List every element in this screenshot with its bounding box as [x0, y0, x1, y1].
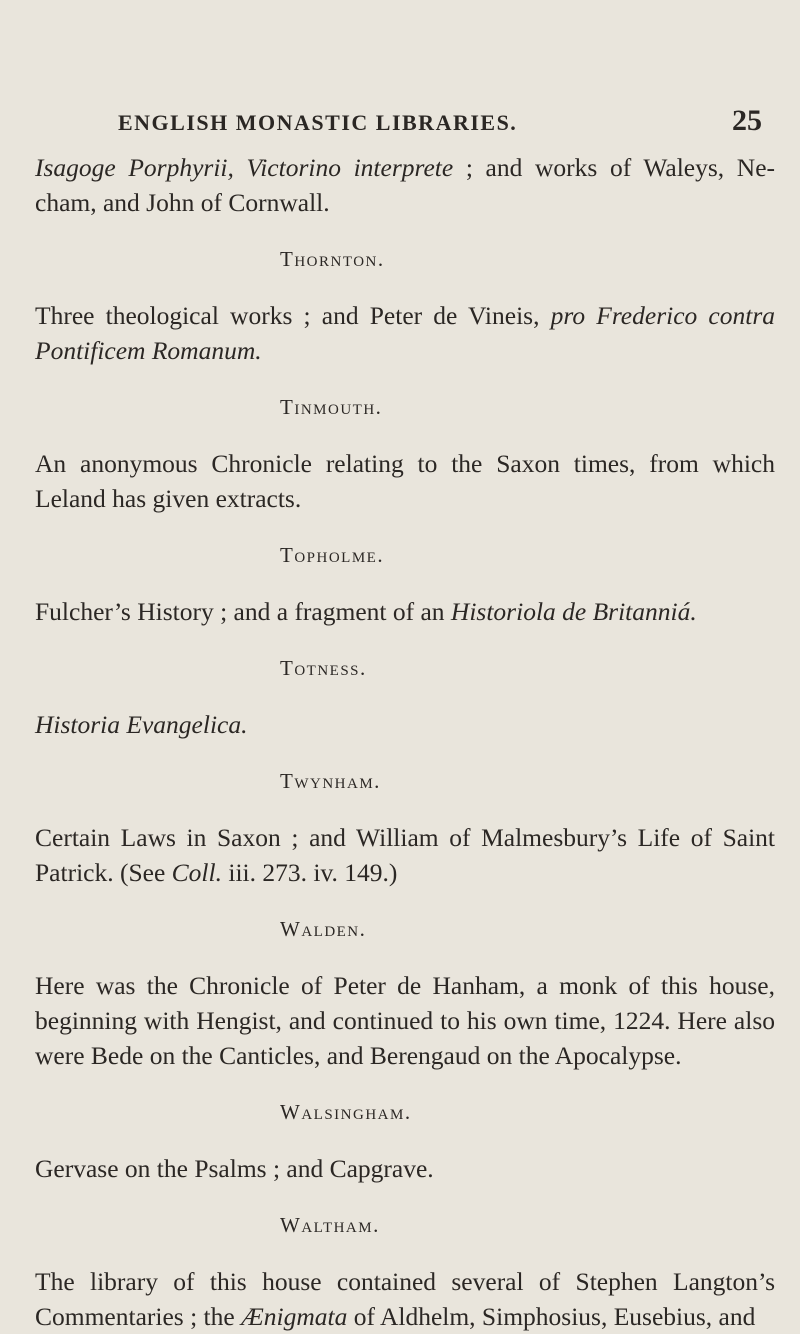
section-heading: Topholme.: [280, 543, 385, 567]
section-heading: Walden.: [280, 917, 367, 941]
section-paragraph: Isagoge Porphyrii, Victorino interprete ; and works of Waleys, Ne-cham, and John of Cornwall.: [35, 153, 775, 217]
running-head: [0, 104, 800, 144]
section-heading: Twynham.: [280, 769, 381, 793]
section-heading: Walsingham.: [280, 1100, 412, 1124]
section-heading: Waltham.: [280, 1213, 380, 1237]
section-heading: Totness.: [280, 656, 367, 680]
section-paragraph: Gervase on the Psalms ; and Capgrave.: [35, 1154, 434, 1183]
section-paragraph: Here was the Chronicle of Peter de Hanham, a monk of this house, beginning with Hengist, and continued to his own time, 1224. Here also were Bede on the Canticles, and Berengaud on the Apocalypse.: [35, 971, 775, 1070]
section-paragraph: Historia Evangelica.: [35, 710, 248, 739]
section-paragraph: Three theological works ; and Peter de Vineis, pro Frederico contra Pontificem Romanum.: [35, 301, 775, 365]
page-body: [35, 150, 775, 1334]
section-paragraph: Fulcher’s History ; and a fragment of an Historiola de Britanniá.: [35, 597, 697, 626]
section-paragraph: Certain Laws in Saxon ; and William of Malmesbury’s Life of Saint Patrick. (See Coll. iii. 273. iv. 149.): [35, 823, 775, 887]
section-heading: Thornton.: [280, 247, 385, 271]
section-paragraph: The library of this house contained several of Stephen Langton’s Commentaries ; the Ænigmata of Aldhelm, Simphosius, Eusebius, and: [35, 1267, 775, 1331]
section-heading: Tinmouth.: [280, 395, 383, 419]
page-number: 25: [732, 104, 762, 137]
running-title: ENGLISH MONASTIC LIBRARIES.: [118, 110, 518, 135]
section-paragraph: An anonymous Chronicle relating to the Saxon times, from which Leland has given extracts.: [35, 449, 775, 513]
